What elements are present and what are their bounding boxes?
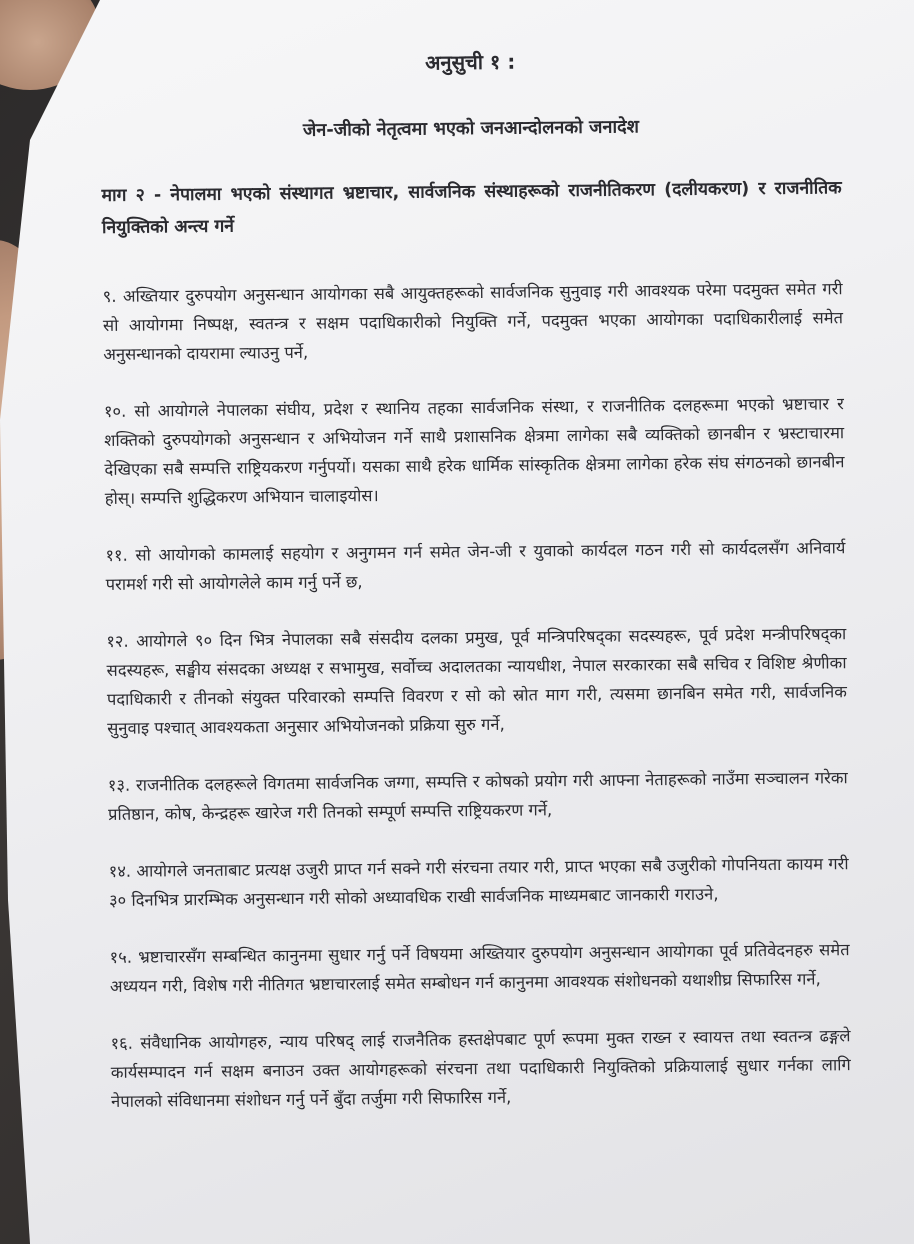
paragraph-14: १४. आयोगले जनताबाट प्रत्यक्ष उजुरी प्राप्त गर्न सक्ने गरी संरचना तयार गरी, प्राप्त भएका सबै उजुरीको गोपनियता कायम गरी ३० दिनभित्र प्रारम्भिक अनुसन्धान गरी सोको अध्यावधिक राखी सार्वजनिक माध्यमबाट जानकारी गराउने, [108, 854, 849, 910]
document-title: अनुसुची १ : [425, 49, 516, 75]
paragraph-10: १०. सो आयोगले नेपालका संघीय, प्रदेश र स्थानिय तहका सार्वजनिक संस्था, र राजनीतिक दलहरूमा भएको भ्रष्टाचार र शक्तिको दुरुपयोगको अनुसन्धान र अभियोजन गर्ने साथै प्रशासनिक क्षेत्रमा लागेका सबै व्यक्तिको छानबीन र भ्रस्टाचारमा देखिएका सबै सम्पत्ति राष्ट्रियकरण गर्नुपर्यो। यसका साथै हरेक धार्मिक सांस्कृतिक क्षेत्रमा लागेका हरेक संघ संगठनको छानबीन होस्। सम्पत्ति शुद्धिकरण अभियान चालाइयोस। [103, 394, 845, 508]
paragraph-11: ११. सो आयोगको कामलाई सहयोग र अनुगमन गर्न समेत जेन-जी र युवाको कार्यदल गठन गरी सो कार्यदलसँग अनिवार्य परामर्श गरी सो आयोगलेले काम गर्नु पर्ने छ, [105, 538, 846, 594]
paragraph-13: १३. राजनीतिक दलहरूले विगतमा सार्वजनिक जग्गा, सम्पत्ति र कोषको प्रयोग गरी आफ्ना नेताहरूको नाउँमा सञ्चालन गरेका प्रतिष्ठान, कोष, केन्द्रहरू खारेज गरी तिनको सम्पूर्ण सम्पत्ति राष्ट्रियकरण गर्ने, [107, 768, 848, 824]
document-subtitle: जेन-जीको नेतृत्वमा भएको जनआन्दोलनको जनादेश [302, 116, 640, 141]
paragraph-15: १५. भ्रष्टाचारसँग सम्बन्धित कानुनमा सुधार गर्नु पर्ने विषयमा अख्तियार दुरुपयोग अनुसन्धान आयोगका पूर्व प्रतिवेदनहरु समेत अध्ययन गरी, विशेष गरी नीतिगत भ्रष्टाचारलाई समेत सम्बोधन गर्न कानुनमा आवश्यक संशोधनको यथाशीघ्र सिफारिस गर्ने, [109, 940, 850, 996]
paragraph-12: १२. आयोगले ९० दिन भित्र नेपालका सबै संसदीय दलका प्रमुख, पूर्व मन्त्रिपरिषद्का सदस्यहरू, पूर्व प्रदेश मन्त्रीपरिषद्का सदस्यहरू, सङ्घीय संसदका अध्यक्ष र सभामुख, सर्वोच्च अदालतका न्यायधीश, नेपाल सरकारका सबै सचिव र विशिष्ट श्रेणीका पदाधिकारी र तीनको संयुक्त परिवारको सम्पत्ति विवरण र सो को स्रोत माग गरी, त्यसमा छानबिन समेत गरी, सार्वजनिक सुनुवाइ पश्चात् आवश्यकता अनुसार अभियोजनको प्रक्रिया सुरु गर्ने, [106, 624, 847, 738]
paragraph-9: ९. अख्तियार दुरुपयोग अनुसन्धान आयोगका सबै आयुक्तहरूको सार्वजनिक सुनुवाइ गरी आवश्यक परेमा पदमुक्त समेत गरी सो आयोगमा निष्पक्ष, स्वतन्त्र र सक्षम पदाधिकारीको नियुक्ति गर्ने, पदमुक्त भएका आयोगका पदाधिकारीलाई समेत अनुसन्धानको दायरामा ल्याउनु पर्ने, [102, 279, 844, 364]
demand-heading: माग २ - नेपालमा भएको संस्थागत भ्रष्टाचार, सार्वजनिक संस्थाहरूको राजनीतिकरण (दलीयकरण) र राजनीतिक नियुक्तिको अन्त्य गर्ने [101, 178, 842, 238]
paragraph-16: १६. संवैधानिक आयोगहरु, न्याय परिषद् लाई राजनैतिक हस्तक्षेपबाट पूर्ण रूपमा मुक्त राख्न र स्वायत्त तथा स्वतन्त्र ढङ्गले कार्यसम्पादन गर्न सक्षम बनाउन उक्त आयोगहरूको संरचना तथा पदाधिकारी नियुक्तिको प्रक्रियालाई सुधार गर्नका लागि नेपालको संविधानमा संशोधन गर्नु पर्ने बुँदा तर्जुमा गरी सिफारिस गर्ने, [110, 1026, 851, 1111]
document-content [100, 32, 851, 1116]
